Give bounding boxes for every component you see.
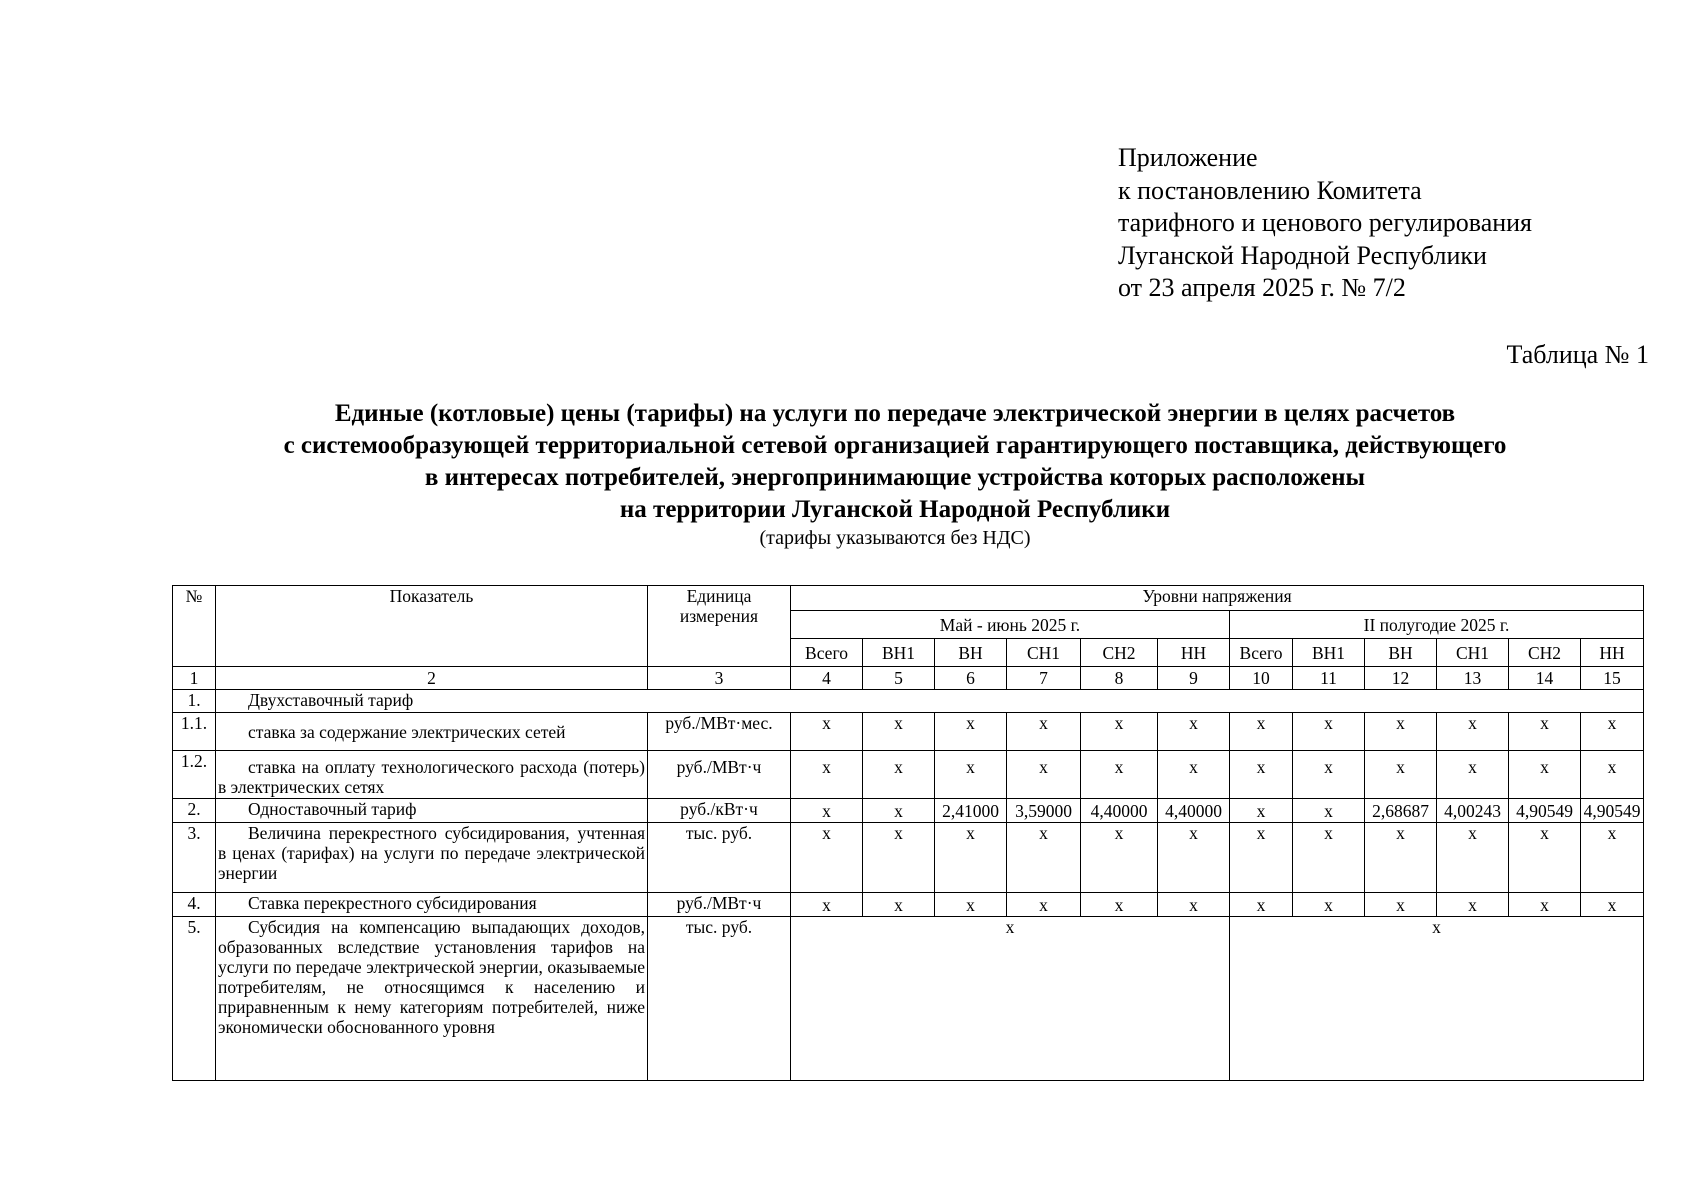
value-cell: х <box>1081 823 1158 893</box>
header-subcol: Всего <box>1230 639 1293 667</box>
col-number: 4 <box>791 667 863 690</box>
merged-value-cell: х <box>791 917 1230 1081</box>
value-cell: х <box>1230 893 1293 917</box>
appendix-block <box>1118 142 1532 305</box>
value-cell: х <box>1293 799 1365 823</box>
value-cell: 4,40000 <box>1081 799 1158 823</box>
value-cell: х <box>1293 893 1365 917</box>
value-cell: х <box>1437 751 1509 799</box>
value-cell: х <box>863 823 935 893</box>
value-cell: х <box>1437 713 1509 751</box>
col-number: 5 <box>863 667 935 690</box>
value-cell: х <box>935 713 1007 751</box>
header-indicator: Показатель <box>216 586 648 667</box>
value-cell: х <box>1581 751 1644 799</box>
header-num: № <box>173 586 216 667</box>
header-subcol: ВН1 <box>863 639 935 667</box>
header-subcol: СН2 <box>1509 639 1581 667</box>
row-number: 1. <box>173 690 216 713</box>
header-subcol: ВН1 <box>1293 639 1365 667</box>
value-cell: 4,90549 <box>1581 799 1644 823</box>
value-cell: х <box>1365 713 1437 751</box>
value-cell: х <box>791 751 863 799</box>
table-number: Таблица № 1 <box>1506 340 1649 369</box>
value-cell: х <box>935 751 1007 799</box>
value-cell: х <box>1158 713 1230 751</box>
value-cell: х <box>1581 713 1644 751</box>
row-number: 1.2. <box>173 751 216 799</box>
value-cell: х <box>935 893 1007 917</box>
value-cell: х <box>935 823 1007 893</box>
row-number: 1.1. <box>173 713 216 751</box>
title-line: с системообразующей территориальной сетевой организацией гарантирующего поставщика, действующего <box>283 432 1507 459</box>
row-indicator: ставка за содержание электрических сетей <box>216 713 648 751</box>
value-cell: х <box>1509 823 1581 893</box>
table-row <box>173 917 1644 1081</box>
appendix-line: Приложение <box>1118 143 1258 172</box>
col-number: 8 <box>1081 667 1158 690</box>
value-cell: х <box>1158 893 1230 917</box>
row-unit: тыс. руб. <box>648 917 791 1081</box>
row-unit: тыс. руб. <box>648 823 791 893</box>
col-number: 1 <box>173 667 216 690</box>
col-number: 9 <box>1158 667 1230 690</box>
value-cell: х <box>791 823 863 893</box>
value-cell: х <box>1081 751 1158 799</box>
appendix-line: к постановлению Комитета <box>1118 175 1422 205</box>
value-cell: х <box>1293 713 1365 751</box>
value-cell: х <box>1509 713 1581 751</box>
value-cell: 3,59000 <box>1007 799 1081 823</box>
col-number: 13 <box>1437 667 1509 690</box>
row-indicator: Субсидия на компенсацию выпадающих доходов, образованных вследствие установления тарифов на услуги по передаче электрической энергии, оказываемые потребителям, не относящимся к населению и приравненным к нему категориям потребителей, ниже экономически обоснованного уровня <box>216 917 648 1081</box>
document-title <box>0 398 1697 526</box>
row-unit: руб./МВт·мес. <box>648 713 791 751</box>
value-cell: х <box>1230 799 1293 823</box>
col-number: 6 <box>935 667 1007 690</box>
merged-value-cell: х <box>1230 917 1644 1081</box>
header-subcol: ВН <box>1365 639 1437 667</box>
row-number: 5. <box>173 917 216 1081</box>
header-subcol: СН1 <box>1437 639 1509 667</box>
value-cell: х <box>1365 823 1437 893</box>
value-cell: х <box>1081 893 1158 917</box>
appendix-line: Луганской Народной Республики <box>1118 240 1487 270</box>
value-cell: х <box>1365 893 1437 917</box>
title-line: в интересах потребителей, энергопринимающие устройства которых расположены <box>424 464 1366 491</box>
value-cell: 4,90549 <box>1509 799 1581 823</box>
row-number: 2. <box>173 799 216 823</box>
value-cell: х <box>1293 751 1365 799</box>
header-subcol: СН2 <box>1081 639 1158 667</box>
title-line: Единые (котловые) цены (тарифы) на услуги по передаче электрической энергии в целях расчетов <box>334 400 1456 427</box>
value-cell: х <box>791 713 863 751</box>
value-cell: х <box>1437 893 1509 917</box>
value-cell: х <box>1230 713 1293 751</box>
table-row <box>173 690 1644 713</box>
tariff-table <box>172 585 1644 1081</box>
header-subcol: НН <box>1581 639 1644 667</box>
value-cell: х <box>1007 751 1081 799</box>
value-cell: 2,68687 <box>1365 799 1437 823</box>
header-subcol: Всего <box>791 639 863 667</box>
value-cell: х <box>863 751 935 799</box>
appendix-line: тарифного и ценового регулирования <box>1118 208 1533 237</box>
header-subcol: ВН <box>935 639 1007 667</box>
col-number: 12 <box>1365 667 1437 690</box>
row-unit: руб./МВт·ч <box>648 751 791 799</box>
col-number: 15 <box>1581 667 1644 690</box>
title-line: на территории Луганской Народной Республики <box>619 496 1171 523</box>
header-subcol: НН <box>1158 639 1230 667</box>
table-row <box>173 751 1644 799</box>
value-cell: х <box>1158 823 1230 893</box>
value-cell: х <box>1230 751 1293 799</box>
col-number: 3 <box>648 667 791 690</box>
header-voltage-levels: Уровни напряжения <box>791 586 1644 611</box>
table-row <box>173 893 1644 917</box>
value-cell: х <box>1007 713 1081 751</box>
value-cell: х <box>863 713 935 751</box>
row-unit: руб./МВт·ч <box>648 893 791 917</box>
value-cell: 4,00243 <box>1437 799 1509 823</box>
value-cell: х <box>1293 823 1365 893</box>
document-subtitle: (тарифы указываются без НДС) <box>759 527 1031 549</box>
value-cell: х <box>1230 823 1293 893</box>
column-numbers-row <box>173 667 1644 690</box>
col-number: 10 <box>1230 667 1293 690</box>
value-cell: х <box>791 799 863 823</box>
value-cell: х <box>1509 751 1581 799</box>
table-row <box>173 823 1644 893</box>
row-number: 4. <box>173 893 216 917</box>
value-cell: 2,41000 <box>935 799 1007 823</box>
value-cell: х <box>1007 823 1081 893</box>
value-cell: х <box>1081 713 1158 751</box>
value-cell: 4,40000 <box>1158 799 1230 823</box>
col-number: 2 <box>216 667 648 690</box>
value-cell: х <box>1581 823 1644 893</box>
appendix-line: от 23 апреля 2025 г. № 7/2 <box>1118 273 1406 302</box>
col-number: 7 <box>1007 667 1081 690</box>
header-unit: Единица измерения <box>648 586 791 667</box>
row-unit: руб./кВт·ч <box>648 799 791 823</box>
value-cell: х <box>1581 893 1644 917</box>
value-cell: х <box>791 893 863 917</box>
row-indicator: Одноставочный тариф <box>216 799 648 823</box>
table-row <box>173 799 1644 823</box>
header-subcol: СН1 <box>1007 639 1081 667</box>
col-number: 14 <box>1509 667 1581 690</box>
header-period-may-june: Май - июнь 2025 г. <box>791 611 1230 639</box>
value-cell: х <box>1437 823 1509 893</box>
row-number: 3. <box>173 823 216 893</box>
row-indicator: Двухставочный тариф <box>216 690 1644 713</box>
value-cell: х <box>1509 893 1581 917</box>
header-period-h2: II полугодие 2025 г. <box>1230 611 1644 639</box>
value-cell: х <box>1365 751 1437 799</box>
row-indicator: ставка на оплату технологического расхода (потерь) в электрических сетях <box>216 751 648 799</box>
value-cell: х <box>863 799 935 823</box>
value-cell: х <box>1158 751 1230 799</box>
col-number: 11 <box>1293 667 1365 690</box>
row-indicator: Величина перекрестного субсидирования, учтенная в ценах (тарифах) на услуги по передаче электрической энергии <box>216 823 648 893</box>
value-cell: х <box>863 893 935 917</box>
row-indicator: Ставка перекрестного субсидирования <box>216 893 648 917</box>
value-cell: х <box>1007 893 1081 917</box>
table-row <box>173 713 1644 751</box>
